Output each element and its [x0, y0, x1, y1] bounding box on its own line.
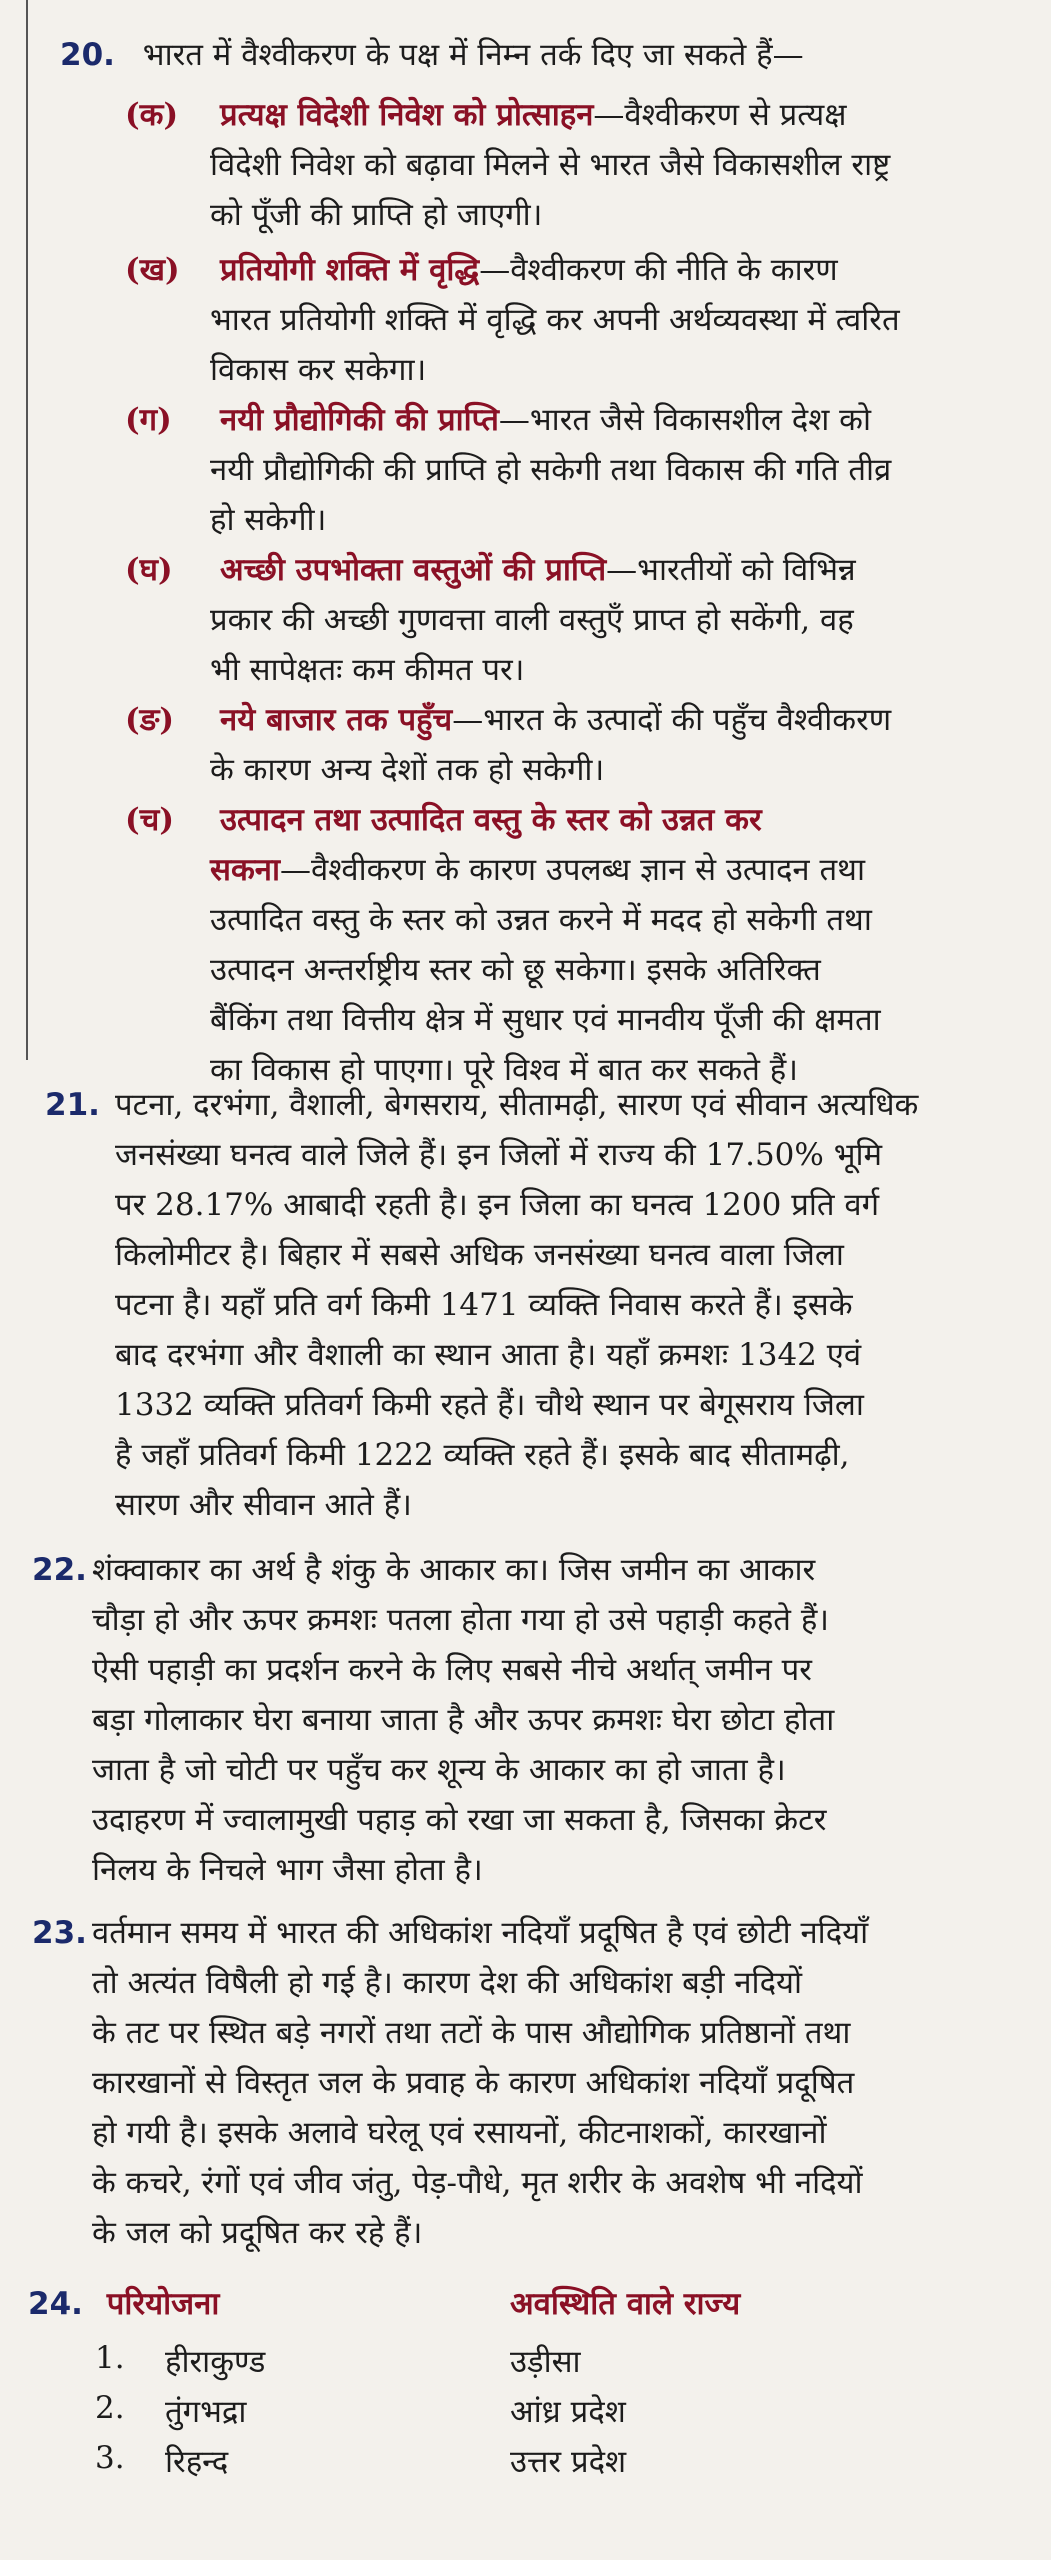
text-line: के कारण अन्य देशों तक हो सकेगी। [210, 752, 605, 788]
column-header-state: अवस्थिति वाले राज्य [510, 2286, 741, 2322]
row-number: 3. [95, 2440, 125, 2476]
text-line: चौड़ा हो और ऊपर क्रमशः पतला होता गया हो उसे पहाड़ी कहते हैं। [92, 1602, 830, 1638]
sub-label: (ङ) [125, 702, 175, 738]
text-line: विदेशी निवेश को बढ़ावा मिलने से भारत जैसे विकासशील राष्ट्र [210, 147, 891, 183]
sub-heading: अच्छी उपभोक्ता वस्तुओं की प्राप्ति [220, 552, 607, 588]
text-line: निलय के निचले भाग जैसा होता है। [92, 1852, 483, 1888]
text-line: बैंकिंग तथा वित्तीय क्षेत्र में सुधार एवं मानवीय पूँजी की क्षमता [210, 1002, 881, 1038]
text-line: —भारत के उत्पादों की पहुँच वैश्वीकरण [452, 702, 892, 738]
sub-label: (ख) [125, 252, 180, 288]
text-line: जाता है जो चोटी पर पहुँच कर शून्य के आकार का हो जाता है। [92, 1752, 786, 1788]
text-line: विकास कर सकेगा। [210, 352, 427, 388]
text-line: पटना, दरभंगा, वैशाली, बेगसराय, सीतामढ़ी, सारण एवं सीवान अत्यधिक [115, 1087, 919, 1123]
text-line: पटना है। यहाँ प्रति वर्ग किमी 1471 व्यक्ति निवास करते हैं। इसके [115, 1287, 853, 1323]
text-line: जनसंख्या घनत्व वाले जिले हैं। इन जिलों में राज्य की 17.50% भूमि [115, 1137, 883, 1173]
sub-label: (क) [125, 97, 179, 133]
sub-label: (ग) [125, 402, 172, 438]
text-line: —वैश्वीकरण के कारण उपलब्ध ज्ञान से उत्पादन तथा [280, 852, 866, 888]
question-intro: भारत में वैश्वीकरण के पक्ष में निम्न तर्क दिए जा सकते हैं— [142, 37, 804, 73]
sub-heading: प्रत्यक्ष विदेशी निवेश को प्रोत्साहन [220, 97, 594, 133]
text-line: है जहाँ प्रतिवर्ग किमी 1222 व्यक्ति रहते हैं। इसके बाद सीतामढ़ी, [115, 1437, 850, 1473]
text-line: —वैश्वीकरण की नीति के कारण [479, 252, 838, 288]
column-header-project: परियोजना [106, 2286, 220, 2322]
margin-rule [26, 0, 28, 1060]
text-line: बड़ा गोलाकार घेरा बनाया जाता है और ऊपर क्रमशः घेरा छोटा होता [92, 1702, 835, 1738]
project-name: तुंगभद्रा [165, 2394, 247, 2430]
text-line: —भारत जैसे विकासशील देश को [498, 402, 871, 438]
sub-heading: नयी प्रौद्योगिकी की प्राप्ति [220, 402, 499, 438]
state-name: उत्तर प्रदेश [510, 2444, 627, 2480]
question-number: 20. [60, 37, 115, 73]
state-name: उड़ीसा [510, 2344, 581, 2380]
table-row [95, 2340, 266, 2380]
text-line: का विकास हो पाएगा। पूरे विश्व में बात कर सकते हैं। [210, 1052, 798, 1088]
text-line: के तट पर स्थित बड़े नगरों तथा तटों के पास औद्योगिक प्रतिष्ठानों तथा [92, 2015, 851, 2051]
sub-label: (च) [125, 802, 175, 838]
table-row [95, 2390, 247, 2430]
text-line: वर्तमान समय में भारत की अधिकांश नदियाँ प्रदूषित है एवं छोटी नदियाँ [92, 1915, 869, 1951]
text-line: के जल को प्रदूषित कर रहे हैं। [92, 2215, 423, 2251]
text-line: उत्पादित वस्तु के स्तर को उन्नत करने में मदद हो सकेगी तथा [210, 902, 872, 938]
row-number: 1. [95, 2340, 125, 2376]
text-line: के कचरे, रंगों एवं जीव जंतु, पेड़-पौधे, मृत शरीर के अवशेष भी नदियों [92, 2165, 863, 2201]
text-line: 1332 व्यक्ति प्रतिवर्ग किमी रहते हैं। चौथे स्थान पर बेगूसराय जिला [115, 1387, 864, 1423]
question-number: 24. [28, 2286, 83, 2322]
text-line: पर 28.17% आबादी रहती है। इन जिला का घनत्व 1200 प्रति वर्ग [115, 1187, 880, 1223]
text-line: किलोमीटर है। बिहार में सबसे अधिक जनसंख्या घनत्व वाला जिला [115, 1237, 844, 1273]
text-line: हो गयी है। इसके अलावे घरेलू एवं रसायनों, कीटनाशकों, कारखानों [92, 2115, 827, 2151]
text-line: हो सकेगी। [210, 502, 327, 538]
text-line: सारण और सीवान आते हैं। [115, 1487, 412, 1523]
text-line: तो अत्यंत विषैली हो गई है। कारण देश की अधिकांश बड़ी नदियों [92, 1965, 803, 2001]
table-row [95, 2440, 229, 2480]
text-line: —वैश्वीकरण से प्रत्यक्ष [593, 97, 847, 133]
text-line: —भारतीयों को विभिन्न [606, 552, 856, 588]
question-number: 21. [45, 1087, 100, 1123]
sub-heading-cont: सकना [210, 852, 280, 888]
text-line: भी सापेक्षतः कम कीमत पर। [210, 652, 525, 688]
sub-heading: प्रतियोगी शक्ति में वृद्धि [220, 252, 480, 288]
text-line: भारत प्रतियोगी शक्ति में वृद्धि कर अपनी अर्थव्यवस्था में त्वरित [210, 302, 900, 338]
question-number: 22. [32, 1552, 87, 1588]
state-name: आंध्र प्रदेश [510, 2394, 626, 2430]
text-line: बाद दरभंगा और वैशाली का स्थान आता है। यहाँ क्रमशः 1342 एवं [115, 1337, 862, 1373]
text-line: ऐसी पहाड़ी का प्रदर्शन करने के लिए सबसे नीचे अर्थात् जमीन पर [92, 1652, 812, 1688]
question-20 [60, 30, 1020, 80]
text-line: कारखानों से विस्तृत जल के प्रवाह के कारण अधिकांश नदियाँ प्रदूषित [92, 2065, 855, 2101]
project-name: रिहन्द [165, 2444, 229, 2480]
sub-heading: उत्पादन तथा उत्पादित वस्तु के स्तर को उन्नत कर [220, 802, 762, 838]
text-line: उत्पादन अन्तर्राष्ट्रीय स्तर को छू सकेगा। इसके अतिरिक्त [210, 952, 821, 988]
text-line: प्रकार की अच्छी गुणवत्ता वाली वस्तुएँ प्राप्त हो सकेंगी, वह [210, 602, 854, 638]
text-line: नयी प्रौद्योगिकी की प्राप्ति हो सकेगी तथा विकास की गति तीव्र [210, 452, 892, 488]
text-line: को पूँजी की प्राप्ति हो जाएगी। [210, 197, 543, 233]
row-number: 2. [95, 2390, 125, 2426]
text-line: शंक्वाकार का अर्थ है शंकु के आकार का। जिस जमीन का आकार [92, 1552, 816, 1588]
sub-heading: नये बाजार तक पहुँच [220, 702, 453, 738]
question-number: 23. [32, 1915, 87, 1951]
text-line: उदाहरण में ज्वालामुखी पहाड़ को रखा जा सकता है, जिसका क्रेटर [92, 1802, 827, 1838]
sub-label: (घ) [125, 552, 173, 588]
project-name: हीराकुण्ड [165, 2344, 266, 2380]
